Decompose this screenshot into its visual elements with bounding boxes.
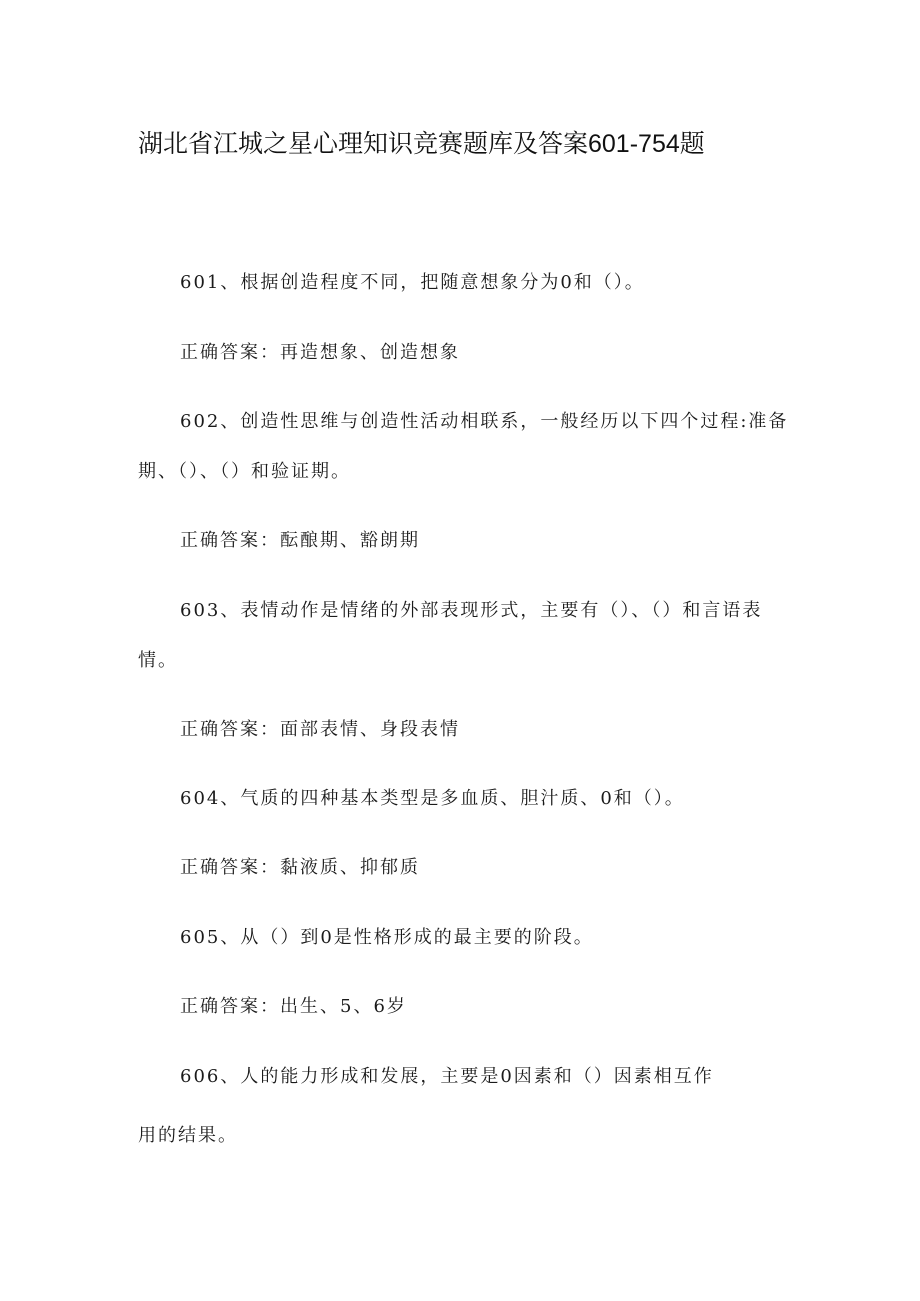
question-604: 604、气质的四种基本类型是多血质、胆汁质、0和（）。 <box>180 788 685 809</box>
answer-604: 正确答案：黏液质、抑郁质 <box>180 857 420 878</box>
document-title: 湖北省江城之星心理知识竞赛题库及答案601-754题 <box>138 130 705 158</box>
question-603-line1: 603、表情动作是情绪的外部表现形式，主要有（）、（）和言语表 <box>180 600 763 621</box>
answer-605: 正确答案：出生、5、6岁 <box>180 996 407 1017</box>
question-606-line2: 用的结果。 <box>138 1125 238 1146</box>
question-601: 601、根据创造程度不同，把随意想象分为0和（）。 <box>180 272 645 293</box>
answer-601: 正确答案：再造想象、创造想象 <box>180 342 460 363</box>
question-602-line2: 期、（）、（）和验证期。 <box>138 461 351 482</box>
question-602-line1: 602、创造性思维与创造性活动相联系，一般经历以下四个过程:准备 <box>180 411 789 432</box>
answer-602: 正确答案：酝酿期、豁朗期 <box>180 530 420 551</box>
question-606-line1: 606、人的能力形成和发展，主要是0因素和（）因素相互作 <box>180 1066 714 1087</box>
question-605: 605、从（）到0是性格形成的最主要的阶段。 <box>180 927 594 948</box>
answer-603: 正确答案：面部表情、身段表情 <box>180 719 460 740</box>
question-603-line2: 情。 <box>138 650 178 671</box>
